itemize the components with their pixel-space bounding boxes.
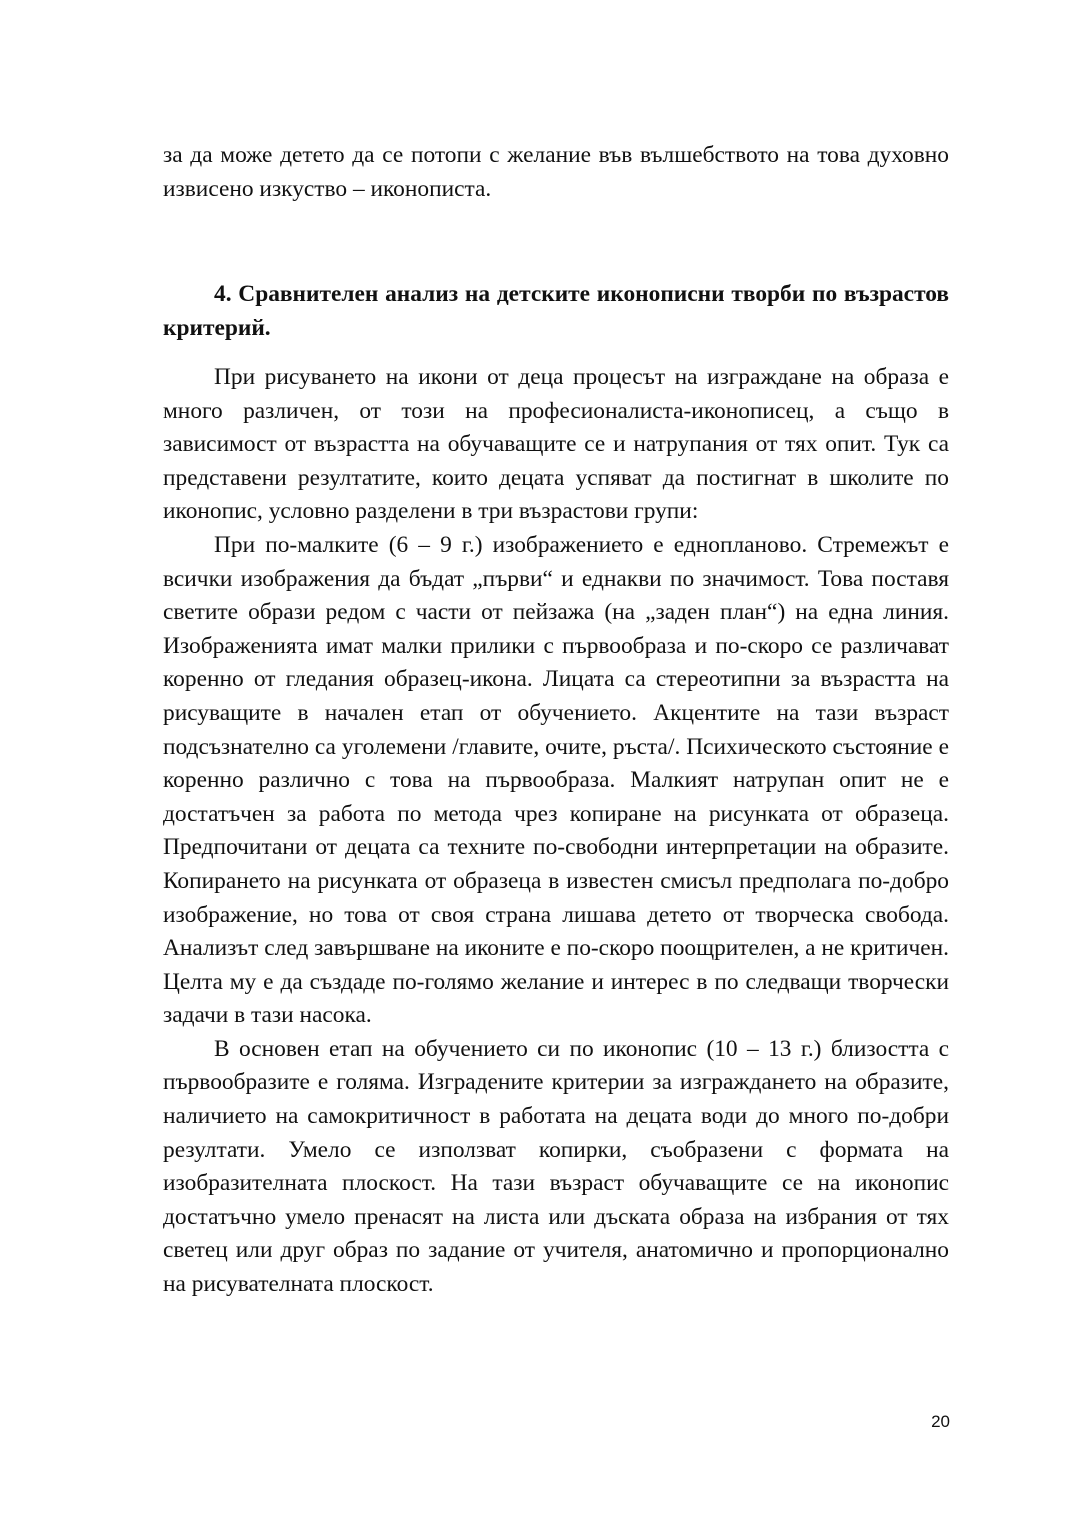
body-paragraph-2: При по-малките (6 – 9 г.) изображението е еднопланово. Стремежът е всички изображения да бъдат „първи“ и еднакви по значимост. Това поставя светите образи редом с части от пейзажа (на „заден план“) на една линия. Изображенията имат малки прилики с първообраза и по-скоро се различават коренно от гледания образец-икона. Лицата са стереотипни за възрастта на рисуващите в начален етап от обучението. Акцентите на тази възраст подсъзнателно са уголемени /главите, очите, ръста/. Психическото състояние е коренно различно с това на първообраза. Малкият натрупан опит не е достатъчен за работа по метода чрез копиране на рисунката от образеца. Предпочитани от децата са техните по-свободни интерпретации на образите. Копирането на рисунката от образеца в известен смисъл предполага по-добро изображение, но това от своя страна лишава детето от творческа свобода. Анализът след завършване на иконите е по-скоро поощрителен, а не критичен. Целта му е да създаде по-голямо желание и интерес в по следващи творчески задачи в тази насока. xyxy=(163,531,949,1029)
page-number: 20 xyxy=(931,1412,950,1431)
section-heading: 4. Сравнителен анализ на детските иконописни творби по възрастов критерий. xyxy=(163,281,949,341)
continuation-text-block xyxy=(163,139,949,206)
body-text-block xyxy=(163,361,949,1302)
body-paragraph-3: В основен етап на обучението си по иконопис (10 – 13 г.) близостта с първообразите е голяма. Изградените критерии за изграждането на образите, наличието на самокритичност в работата на децата води до много по-добри резултати. Умело се използват копирки, съобразени с формата на изобразителната плоскост. На тази възраст обучаващите се на иконопис достатъчно умело пренасят на листа или дъската образа на избрания от тях светец или друг образ по задание от учителя, анатомично и пропорционално на рисувателната плоскост. xyxy=(163,1035,949,1298)
body-paragraph-1: При рисуването на икони от деца процесът на изграждане на образа е много различен, от този на професионалиста-иконописец, а също в зависимост от възрастта на обучаващите се и натрупания от тях опит. Тук са представени резултатите, които децата успяват да постигнат в школите по иконопис, условно разделени в три възрастови групи: xyxy=(163,364,949,525)
continuation-paragraph: за да може детето да се потопи с желание във вълшебството на това духовно извисено изкуство – иконописта. xyxy=(163,142,949,202)
